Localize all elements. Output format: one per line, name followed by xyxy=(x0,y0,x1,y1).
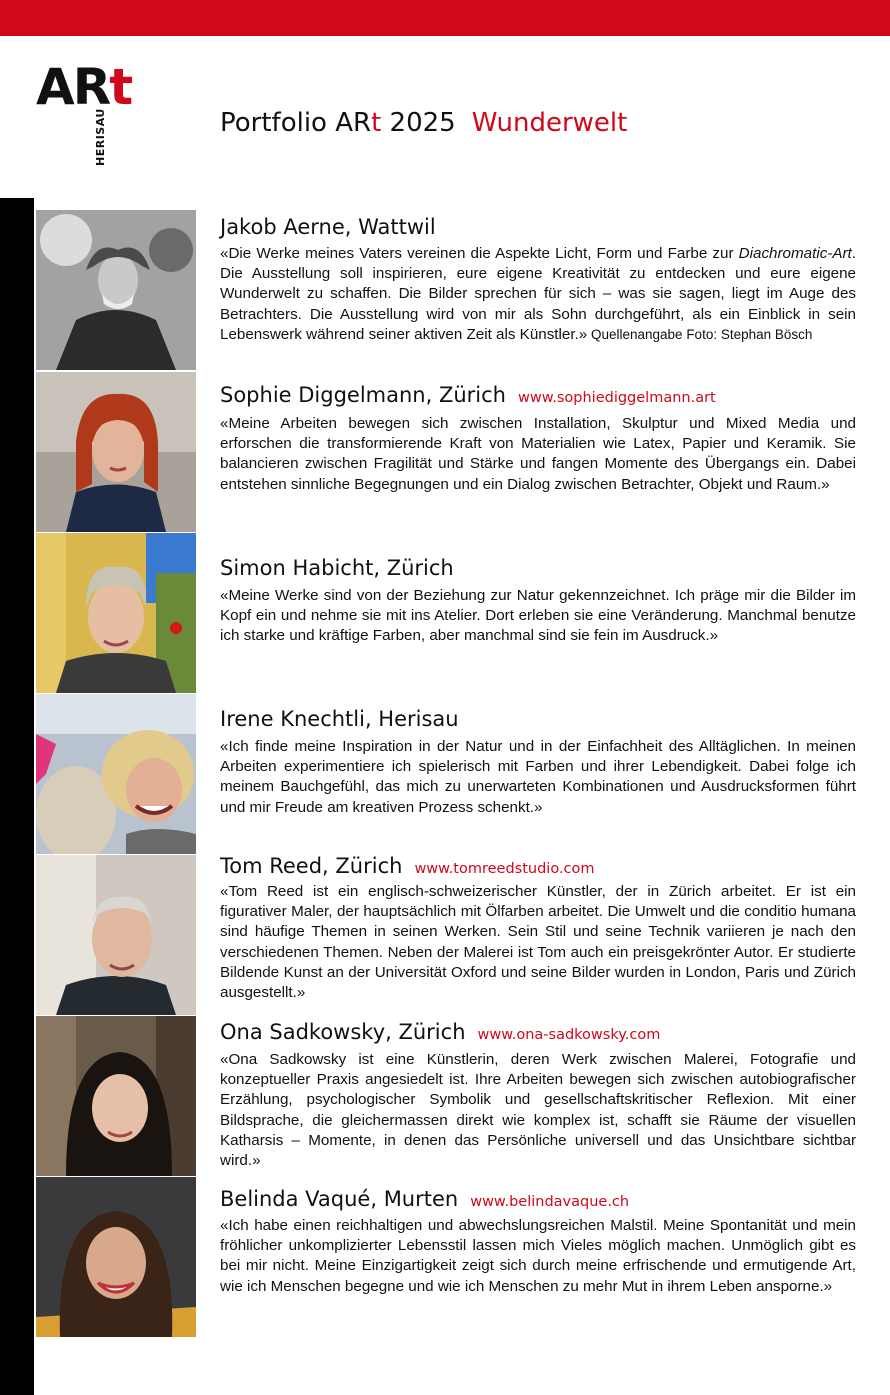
artist-photo-knechtli xyxy=(36,694,196,854)
artist-photo-vaque xyxy=(36,1177,196,1337)
artist-name: Simon Habicht, Zürich xyxy=(220,556,454,580)
title-theme: Wunderwelt xyxy=(471,108,628,138)
artist-name xyxy=(220,854,595,878)
art-herisau-logo xyxy=(36,58,146,172)
artist-statement: «Tom Reed ist ein englisch-schweizerischer Künstler, der in Zürich arbeitet. Er ist ein figurativer Maler, der hauptsächlich mit Ölfarben arbeitet. Die Umwelt und die conditio humana sind häufige Themen in seinen Werken. Sein Stil und seine Technik variieren je nach den verschiedenen Themen. Neben der Malerei ist Tom auch ein preisgekrönter Autor. Er studierte Bildende Kunst an der Universität Oxford und seine Bilder wurden in London, Paris und Zürich ausgestellt.» xyxy=(220,883,856,1002)
artist-photo-sadkowsky xyxy=(36,1016,196,1176)
artist-website-link[interactable]: www.ona-sadkowsky.com xyxy=(477,1027,661,1043)
artist-statement: «Ich finde meine Inspiration in der Natur und in der Einfachheit des Alltäglichen. In meinen Arbeiten experimentiere ich spielerisch mit Farben und ihrer Lebendigkeit. Dabei folge ich meinem Bauchgefühl, das mich zu unerwarteten Kombinationen und Ausdrucksformen führt und mir Freude am kreativen Prozess schenkt.» xyxy=(220,738,856,816)
logo-wordmark xyxy=(36,58,132,116)
artist-statement: «Meine Arbeiten bewegen sich zwischen Installation, Skulptur und Mixed Media und erforschen die transformierende Kraft von Materialien wie Latex, Papier und Keramik. Sie balancieren zwischen Fragilität und Stärke und fangen Momente des Übergangs ein. Dabei entstehen sinnliche Begegnungen und ein Dialog zwischen Betrachter, Objekt und Raum.» xyxy=(220,415,856,493)
title-prefix: Portfolio AR xyxy=(220,108,372,138)
artist-statement xyxy=(220,244,856,345)
artist-name-text: Sophie Diggelmann, Zürich xyxy=(220,383,506,407)
artist-photo-aerne xyxy=(36,210,196,370)
left-black-sidebar xyxy=(0,198,34,1395)
title-year: 2025 xyxy=(381,108,456,138)
logo-accent-text: t xyxy=(109,58,132,116)
statement-emphasis: Diachromatic-Art xyxy=(738,245,852,262)
page-title xyxy=(220,108,627,138)
artist-website-link[interactable]: www.belindavaque.ch xyxy=(470,1194,630,1210)
artist-name-text: Tom Reed, Zürich xyxy=(220,854,403,878)
statement-part-b: . Die Ausstellung soll inspirieren, eure eigene Kreativität zu entdecken und eure eigene Wunderwelt zu schaffen. Die Bilder sprechen für sich – was sie sagen, liegt im Auge des Betrachters. Die Ausstellung wird von mir als Sohn durchgeführt, als ein Einblick in sein Lebenswerk während seiner aktiven Zeit als Künstler.» xyxy=(220,245,856,343)
artist-name-text: Belinda Vaqué, Murten xyxy=(220,1187,459,1211)
artist-statement: «Ich habe einen reichhaltigen und abwechslungsreichen Malstil. Meine Spontanität und mein fröhlicher unkomplizierter Lebensstil lassen mich Vieles möglich machen. Unmöglich gibt es bei mir nicht. Meine Einzigartigkeit zeigt sich durch meine erfrischende und ermutigende Art, wie ich Menschen begegne und wie ich Menschen zu mehr Mut in ihrem Leben ansporne.» xyxy=(220,1217,856,1295)
artist-photo-reed xyxy=(36,855,196,1015)
title-accent: t xyxy=(371,108,382,138)
artist-name xyxy=(220,1020,660,1044)
artist-photo-habicht xyxy=(36,533,196,693)
logo-main-text: AR xyxy=(36,58,110,116)
artist-statement: «Meine Werke sind von der Beziehung zur Natur gekennzeichnet. Ich präge mir die Bilder im Kopf ein und nehme sie mit ins Atelier. Dort erleben sie eine Veränderung. Manchmal benutze ich starke und kräftige Farben, aber manchmal sind sie fein im Ausdruck.» xyxy=(220,587,856,645)
photo-credit: Quellenangabe Foto: Stephan Bösch xyxy=(587,326,813,342)
statement-part-a: «Die Werke meines Vaters vereinen die Aspekte Licht, Form und Farbe zur xyxy=(220,245,739,262)
artist-name-text: Ona Sadkowsky, Zürich xyxy=(220,1020,466,1044)
artist-website-link[interactable]: www.tomreedstudio.com xyxy=(414,861,595,877)
artist-name xyxy=(220,383,716,407)
top-accent-bar xyxy=(0,0,890,36)
artist-name: Irene Knechtli, Herisau xyxy=(220,707,459,731)
artist-statement: «Ona Sadkowsky ist eine Künstlerin, deren Werk zwischen Malerei, Fotografie und konzeptueller Praxis angesiedelt ist. Ihre Arbeiten bewegen sich zwischen autobiografischer Erzählung, psychologischer Symbolik und gesellschaftskritischer Reflexion. Mit einer Bildsprache, die gleichermassen direkt wie komplex ist, schafft sie Räume der visuellen Katharsis – Momente, in denen das Persönliche universell und das Unsichtbare sichtbar wird.» xyxy=(220,1051,856,1170)
artist-name xyxy=(220,1187,629,1211)
logo-subtitle: HERISAU xyxy=(94,108,107,166)
artist-name: Jakob Aerne, Wattwil xyxy=(220,215,436,239)
artist-photo-diggelmann xyxy=(36,372,196,532)
artist-website-link[interactable]: www.sophiediggelmann.art xyxy=(517,390,716,406)
